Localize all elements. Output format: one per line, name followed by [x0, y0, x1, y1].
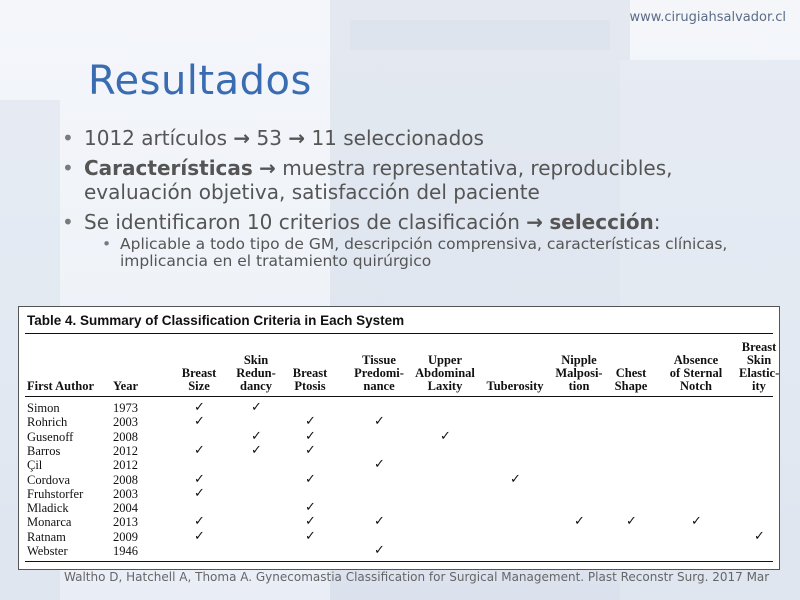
table-rule-top — [25, 333, 773, 334]
table-cell-author: Webster — [27, 544, 68, 558]
check-mark-icon: ✓ — [305, 514, 316, 530]
check-mark-icon: ✓ — [194, 442, 205, 458]
check-mark-icon: ✓ — [510, 471, 521, 487]
table-cell-author: Rohrich — [27, 415, 68, 430]
table-rule-header — [25, 396, 773, 397]
table-cell-author: Barros — [27, 443, 61, 458]
column-header: Breast Skin Elastic- ity — [739, 340, 780, 393]
check-mark-icon: ✓ — [374, 514, 385, 530]
arrow-icon: → — [259, 156, 276, 180]
check-mark-icon: ✓ — [251, 442, 262, 458]
table-cell-author: Fruhstorfer — [27, 486, 84, 501]
table-cell-year: 2008 — [113, 472, 138, 487]
check-mark-icon: ✓ — [440, 428, 451, 444]
column-header: Breast Ptosis — [292, 366, 328, 393]
slide-title: Resultados — [88, 58, 312, 104]
column-header: Skin Redun- dancy — [236, 353, 276, 393]
bullet-item: • Características → muestra representativa, reproducibles, evaluación objetiva, satisfacción del paciente — [62, 156, 782, 204]
check-mark-icon: ✓ — [194, 400, 205, 415]
check-mark-icon: ✓ — [194, 471, 205, 487]
check-mark-icon: ✓ — [194, 485, 205, 501]
column-header: Tissue Predomi- nance — [354, 353, 404, 393]
table-cell-author: Cordova — [27, 472, 71, 487]
table-cell-year: 2003 — [113, 486, 138, 501]
column-header: First Author — [27, 379, 95, 393]
check-mark-icon: ✓ — [305, 428, 316, 444]
check-mark-icon: ✓ — [194, 514, 205, 530]
table-cell-year: 2004 — [113, 501, 138, 516]
check-mark-icon: ✓ — [305, 414, 316, 430]
arrow-icon: → — [288, 126, 306, 150]
table-cell-author: Mladick — [27, 501, 69, 516]
table-cell-year: 2012 — [113, 443, 138, 458]
table-cell-year: 1973 — [113, 401, 138, 415]
table-cell-year: 1946 — [113, 544, 138, 558]
check-mark-icon: ✓ — [374, 543, 385, 558]
column-header: Absence of Sternal Notch — [669, 353, 723, 393]
bullet-list — [62, 126, 782, 270]
check-mark-icon: ✓ — [251, 428, 262, 444]
table-title: Table 4. Summary of Classification Criteria in Each System — [27, 313, 405, 328]
bullet-item: • 1012 artículos → 53 → 11 seleccionados — [62, 126, 782, 150]
table-cell-year: 2012 — [113, 458, 138, 473]
table-cell-author: Simon — [27, 401, 60, 415]
arrow-icon: → — [233, 126, 251, 150]
arrow-icon: → — [526, 210, 543, 234]
check-mark-icon: ✓ — [305, 500, 316, 516]
table-rule-bottom — [25, 561, 773, 562]
check-mark-icon: ✓ — [305, 471, 316, 487]
table-cell-year: 2009 — [113, 529, 138, 544]
website-url: www.cirugiahsalvador.cl — [629, 10, 786, 25]
check-mark-icon: ✓ — [691, 514, 702, 530]
check-mark-icon: ✓ — [626, 514, 637, 530]
table-cell-author: Monarca — [27, 515, 72, 530]
table-cell-author: Çil — [27, 458, 43, 473]
check-mark-icon: ✓ — [374, 414, 385, 430]
table-cell-year: 2003 — [113, 415, 138, 430]
sub-bullet-item: • Aplicable a todo tipo de GM, descripción comprensiva, características clínicas, implicancia en el tratamiento quirúrgico — [102, 236, 782, 270]
citation-text: Waltho D, Hatchell A, Thoma A. Gynecomastia Classification for Surgical Management. Plast Reconstr Surg. 2017 Mar — [64, 570, 770, 584]
column-header: Chest Shape — [614, 366, 648, 393]
column-header: Nipple Malposi- tion — [555, 353, 603, 393]
bullet-item: • Se identificaron 10 criterios de clasificación → selección: — [62, 210, 782, 234]
check-mark-icon: ✓ — [251, 400, 262, 415]
column-header: Year — [113, 379, 138, 393]
table-cell-year: 2008 — [113, 429, 138, 444]
check-mark-icon: ✓ — [754, 528, 765, 544]
table-cell-author: Gusenoff — [27, 429, 74, 444]
check-mark-icon: ✓ — [305, 442, 316, 458]
column-header: Breast Size — [181, 366, 217, 393]
check-mark-icon: ✓ — [574, 514, 585, 530]
column-header: Tuberosity — [486, 379, 544, 393]
criteria-table — [18, 306, 780, 570]
column-header: Upper Abdominal Laxity — [415, 353, 475, 393]
table-cell-year: 2013 — [113, 515, 138, 530]
table-cell-author: Ratnam — [27, 529, 66, 544]
check-mark-icon: ✓ — [374, 457, 385, 473]
check-mark-icon: ✓ — [194, 528, 205, 544]
check-mark-icon: ✓ — [194, 414, 205, 430]
check-mark-icon: ✓ — [305, 528, 316, 544]
